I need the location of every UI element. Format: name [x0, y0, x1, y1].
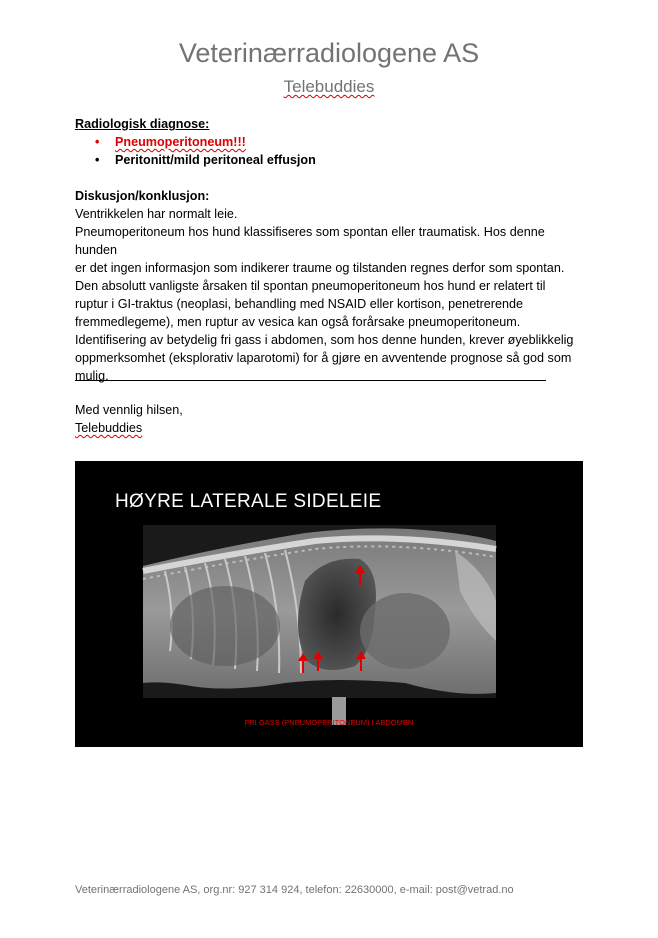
xray-title: HØYRE LATERALE SIDELEIE	[115, 491, 382, 512]
discussion-line: fremmedlegeme), men ruptur av vesica kan også forårsake pneumoperitoneum.	[75, 315, 521, 329]
discussion-line: mulig.	[75, 369, 109, 383]
discussion-section	[75, 187, 590, 385]
page-title: Veterinærradiologene AS	[178, 38, 480, 68]
discussion-line: Den absolutt vanligste årsaken til spontan pneumoperitoneum hos hund er relatert til	[75, 279, 546, 293]
diagnosis-item	[75, 133, 590, 151]
signoff-greeting: Med vennlig hilsen,	[75, 403, 183, 417]
diagnosis-section	[75, 115, 590, 169]
horizontal-divider	[75, 380, 546, 381]
subtitle-text: Telebuddies	[283, 77, 375, 96]
xray-image	[75, 461, 583, 747]
diagnosis-heading: Radiologisk diagnose:	[75, 117, 210, 131]
thorax-shadow	[170, 586, 280, 666]
discussion-line: Pneumoperitoneum hos hund klassifiseres som spontan eller traumatisk. Hos denne hunden	[75, 225, 545, 257]
discussion-line: er det ingen informasjon som indikerer traume og tilstanden regnes derfor som spontan.	[75, 261, 565, 275]
bullet-icon: •	[95, 153, 100, 167]
signoff-section	[75, 401, 590, 437]
diagnosis-item-text: Peritonitt/mild peritoneal effusjon	[115, 153, 316, 167]
abdomen-viscera	[360, 593, 450, 669]
discussion-line: oppmerksomhet (eksplorativ laparotomi) for å gjøre en avventende prognose så god som	[75, 351, 572, 365]
bullet-icon: •	[95, 135, 100, 149]
xray-caption: FRI GASS (PNEUMOPERITONEUM) I ABDOMEN	[244, 718, 414, 727]
diagnosis-item	[75, 151, 590, 169]
page-subtitle	[0, 77, 658, 97]
signoff-name: Telebuddies	[75, 421, 143, 435]
discussion-line: ruptur i GI-traktus (neoplasi, behandling med NSAID eller kortison, penetrerende	[75, 297, 524, 311]
discussion-line: Ventrikkelen har normalt leie.	[75, 207, 238, 221]
page-footer: Veterinærradiologene AS, org.nr: 927 314 924, telefon: 22630000, e-mail: post@vetrad.no	[75, 884, 514, 896]
diagnosis-item-text: Pneumoperitoneum!!!	[115, 135, 246, 149]
diagnosis-list	[75, 133, 590, 169]
discussion-line: Identifisering av betydelig fri gass i abdomen, som hos denne hunden, krever øyeblikkelig	[75, 333, 574, 347]
discussion-heading: Diskusjon/konklusjon:	[75, 189, 210, 203]
